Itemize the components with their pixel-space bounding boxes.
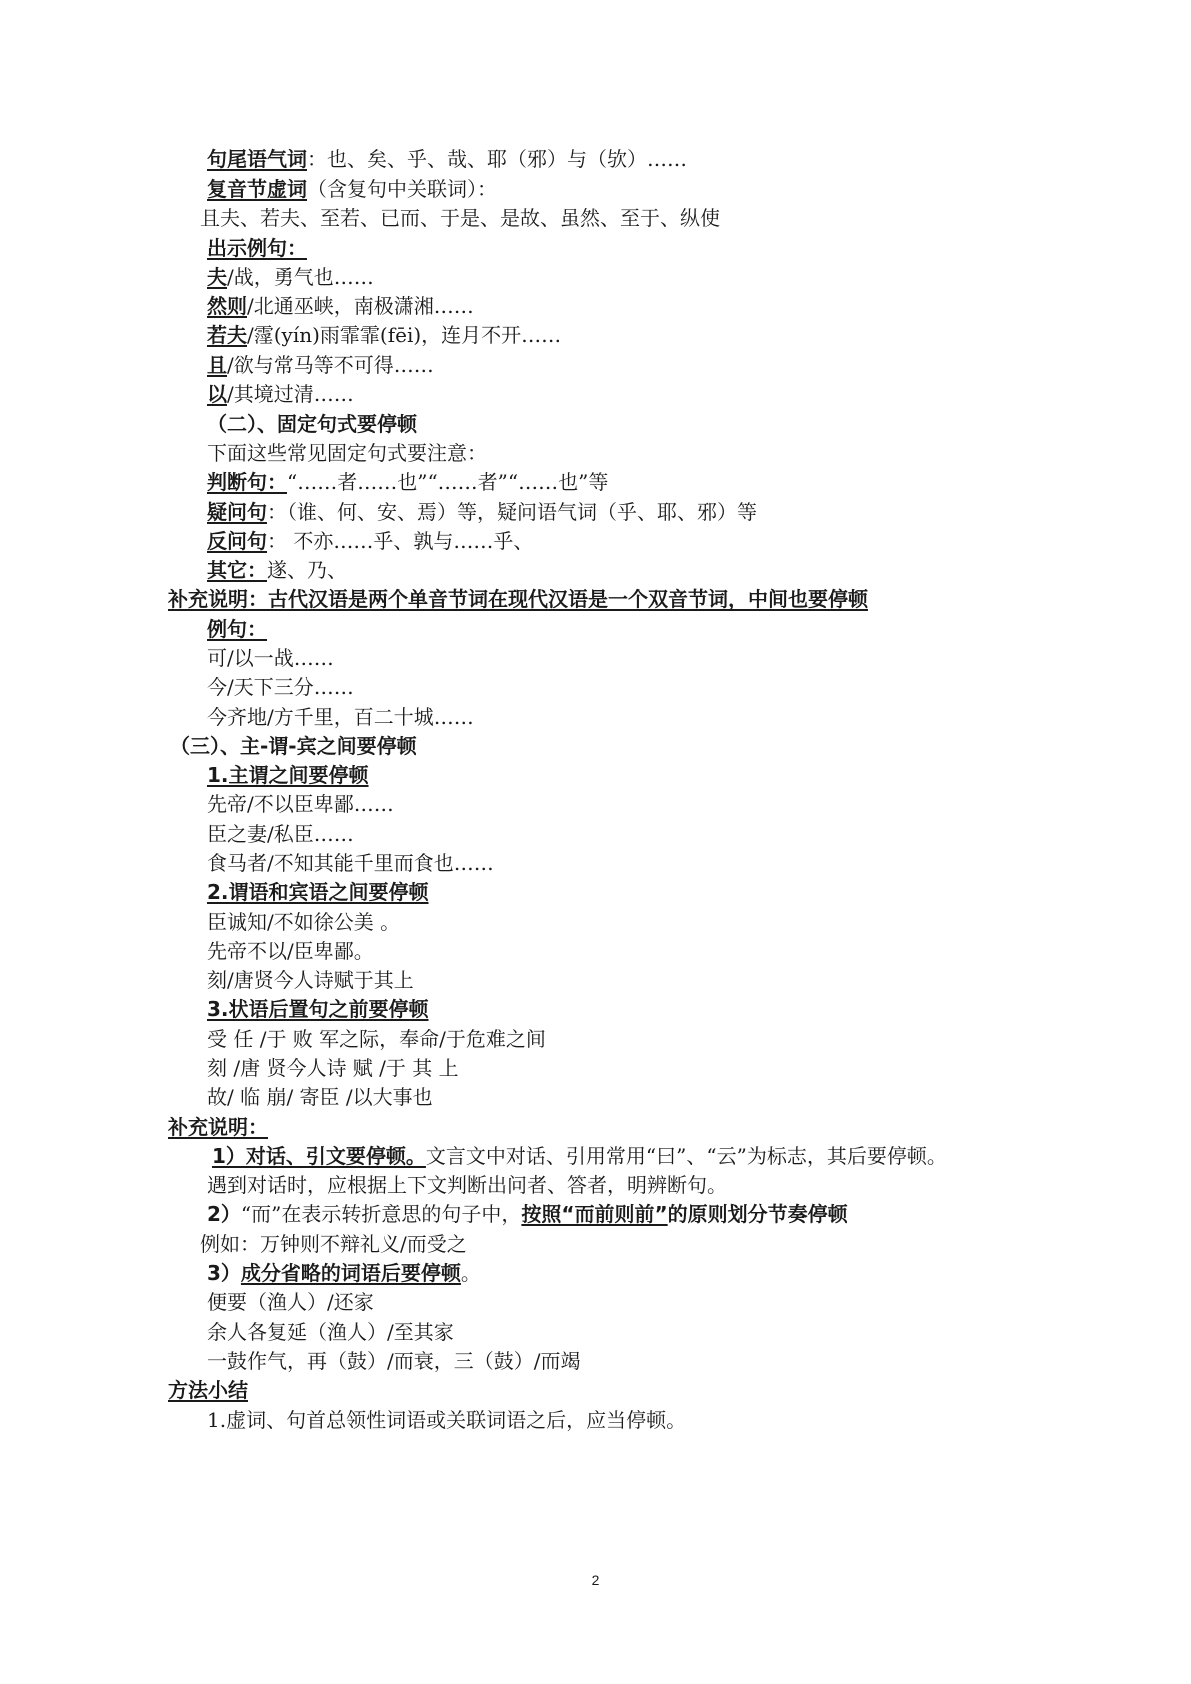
subheading-subject-predicate	[207, 760, 369, 790]
line-text: 臣之妻/私臣……	[207, 822, 354, 846]
line-judgment-sentence	[207, 467, 608, 497]
line-text: 故/ 临 崩/ 寄臣 /以大事也	[207, 1085, 433, 1109]
method-summary-heading	[168, 1375, 248, 1405]
example-line	[207, 936, 374, 966]
line-text: /其境过清……	[227, 382, 354, 406]
example-line	[207, 965, 414, 995]
example-line	[207, 819, 354, 849]
term-label: 例句：	[207, 617, 267, 641]
line-text: 下面这些常见固定句式要注意：	[207, 441, 487, 465]
example-line	[207, 262, 374, 292]
line-text: 且夫、若夫、至若、已而、于是、是故、虽然、至于、纵使	[200, 206, 720, 230]
term-label: 夫	[207, 265, 227, 289]
term-label: 补充说明：古代汉语是两个单音节词在现代汉语是一个双音节词，中间也要停顿	[168, 587, 868, 611]
line-function-word-list	[200, 203, 720, 233]
line-text: 刻 /唐 贤今人诗 赋 /于 其 上	[207, 1056, 459, 1080]
line-text: ：（谁、何、安、焉）等，疑问语气词（乎、耶、邪）等	[267, 500, 757, 524]
line-text: 例如：万钟则不辩礼义/而受之	[200, 1232, 467, 1256]
example-line	[207, 1082, 433, 1112]
example-line	[207, 1024, 546, 1054]
term-label: 1.主谓之间要停顿	[207, 763, 369, 787]
line-text: 先帝/不以臣卑鄙……	[207, 792, 394, 816]
line-others	[207, 555, 347, 585]
subheading-predicate-object	[207, 877, 429, 907]
line-text: “而”在表示转折意思的句子中，	[240, 1202, 522, 1226]
line-text: /战，勇气也……	[227, 265, 374, 289]
supplement-point-1-cont	[207, 1170, 727, 1200]
heading-text: （三）、主-谓-宾之间要停顿	[170, 734, 417, 758]
heading-text: （二）、固定句式要停顿	[207, 412, 417, 436]
section-heading-fixed-patterns	[207, 409, 417, 439]
line-text: ： 不亦……乎、孰与……乎、	[267, 529, 534, 553]
example-line	[207, 320, 561, 350]
line-example-label	[207, 614, 267, 644]
supplement-point-2	[207, 1199, 848, 1229]
example-line	[207, 672, 354, 702]
line-text: 一鼓作气，再（鼓）/而衰，三（鼓）/而竭	[207, 1349, 581, 1373]
page-number: 2	[591, 1572, 600, 1588]
line-text: 今齐地/方千里，百二十城……	[207, 705, 474, 729]
line-text: 。	[460, 1261, 481, 1285]
line-intro	[207, 438, 487, 468]
term-label: 补充说明：	[168, 1115, 268, 1139]
term-label: 疑问句	[207, 500, 267, 524]
term-label: 2.谓语和宾语之间要停顿	[207, 880, 429, 904]
line-rhetorical-question	[207, 526, 533, 556]
term-label: 判断句：	[207, 470, 287, 494]
line-text: 余人各复延（渔人）/至其家	[207, 1320, 454, 1344]
term-label: 方法小结	[168, 1378, 248, 1402]
line-text: ：也、矣、乎、哉、耶（邪）与（欤）……	[307, 147, 687, 171]
line-examples-heading	[207, 233, 307, 263]
example-line	[207, 350, 434, 380]
line-text: 遂、乃、	[267, 558, 347, 582]
line-text: /北通巫峡，南极潇湘……	[247, 294, 474, 318]
term-label: 若夫	[207, 323, 247, 347]
line-text: “……者……也”“……者”“……也”等	[287, 470, 609, 494]
term-label: 3.状语后置句之前要停顿	[207, 997, 429, 1021]
point-number: 3）	[207, 1261, 241, 1285]
subheading-postposed-adverbial	[207, 994, 429, 1024]
term-label: 其它：	[207, 558, 267, 582]
example-line	[207, 1317, 454, 1347]
term-label: 出示例句：	[207, 236, 307, 260]
example-line	[200, 1229, 467, 1259]
point-number: 2）	[207, 1202, 241, 1226]
example-line	[207, 1053, 459, 1083]
line-text: 文言文中对话、引用常用“曰”、“云”为标志，其后要停顿。	[425, 1144, 947, 1168]
line-text: 遇到对话时，应根据上下文判断出问者、答者，明辨断句。	[207, 1173, 727, 1197]
line-text-tail: 的原则划分节奏停顿	[667, 1202, 848, 1226]
example-line	[207, 1287, 374, 1317]
line-text: 臣诚知/不如徐公美 。	[207, 910, 401, 934]
term-label: 以	[207, 382, 227, 406]
line-text: 刻/唐贤今人诗赋于其上	[207, 968, 414, 992]
supplement-heading	[168, 1112, 268, 1142]
term-label: 成分省略的词语后要停顿	[240, 1261, 461, 1285]
term-label: 复音节虚词	[207, 177, 307, 201]
line-text: 食马者/不知其能千里而食也……	[207, 851, 494, 875]
line-polysyllabic-function-words	[207, 174, 497, 204]
example-line	[207, 907, 400, 937]
term-label: 且	[207, 353, 227, 377]
line-text: 1.虚词、句首总领性词语或关联词语之后，应当停顿。	[207, 1408, 687, 1432]
line-text: 便要（渔人）/还家	[207, 1290, 374, 1314]
term-label: 反问句	[207, 529, 267, 553]
section-heading-subject-predicate-object	[170, 731, 417, 761]
line-text: /霪(yín)雨霏霏(fēi)，连月不开……	[247, 323, 562, 347]
example-line	[207, 643, 334, 673]
supplement-note	[168, 584, 868, 614]
term-label: 句尾语气词	[207, 147, 307, 171]
term-label: 1）对话、引文要停顿。	[212, 1144, 426, 1168]
supplement-point-1	[212, 1141, 947, 1171]
term-label: 按照“而前则前”	[521, 1202, 668, 1226]
method-summary-item-1	[207, 1405, 686, 1435]
example-line	[207, 848, 494, 878]
example-line	[207, 702, 474, 732]
line-text: （含复句中关联词）：	[307, 177, 497, 201]
example-line	[207, 291, 474, 321]
example-line	[207, 789, 394, 819]
line-text: 先帝不以/臣卑鄙。	[207, 939, 374, 963]
line-text: /欲与常马等不可得……	[227, 353, 434, 377]
line-text: 可/以一战……	[207, 646, 334, 670]
line-question-sentence	[207, 497, 757, 527]
example-line	[207, 1346, 580, 1376]
line-text: 受 任 /于 败 军之际，奉命/于危难之间	[207, 1027, 546, 1051]
supplement-point-3	[207, 1258, 481, 1288]
term-label: 然则	[207, 294, 247, 318]
example-line	[207, 379, 354, 409]
line-text: 今/天下三分……	[207, 675, 354, 699]
line-sentence-final-particles	[207, 144, 687, 174]
